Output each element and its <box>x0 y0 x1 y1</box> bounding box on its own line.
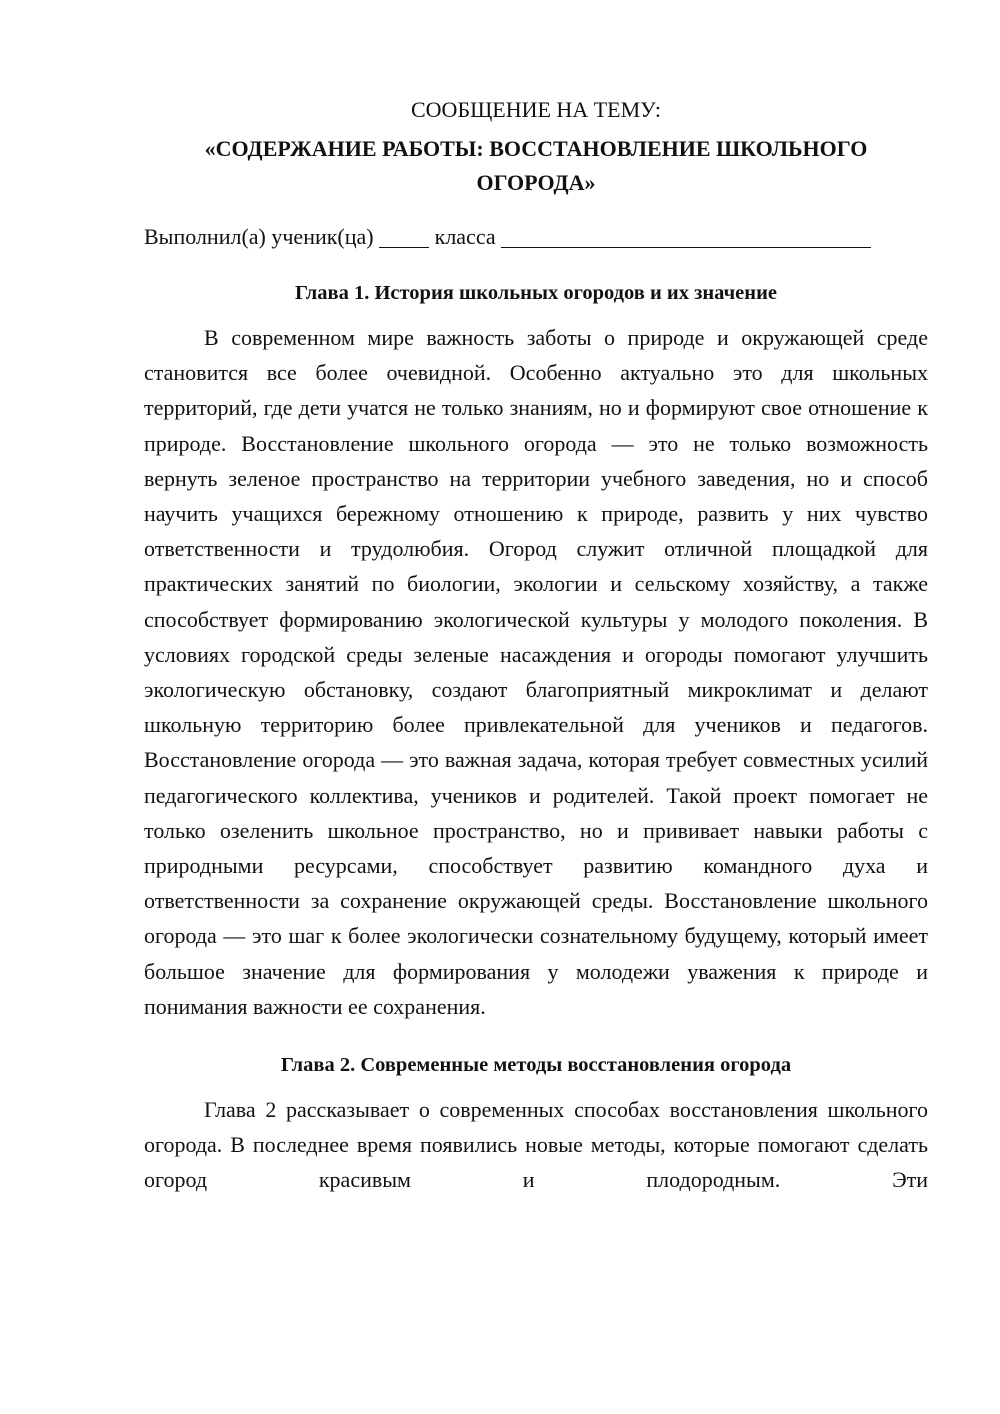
document-title: «СОДЕРЖАНИЕ РАБОТЫ: ВОССТАНОВЛЕНИЕ ШКОЛЬНОГО ОГОРОДА» <box>204 136 868 195</box>
chapter-2-title: Глава 2. Современные методы восстановления огорода <box>280 1054 792 1077</box>
class-label: класса <box>434 224 496 249</box>
chapter-1-title: Глава 1. История школьных огородов и их значение <box>295 282 777 304</box>
document-heading: СООБЩЕНИЕ НА ТЕМУ: <box>411 97 661 122</box>
chapter-1-paragraph: В современном мире важность заботы о природе и окружающей среде становится все более очевидной. Особенно актуально это для школьных территорий, где дети учатся не только знаниям, но и формируют свое отношение к природе. Восстановление школьного огорода — это не только возможность вернуть зеленое пространство на территории учебного заведения, но и способ научить учащихся бережному отношению к природе, развить у них чувство ответственности и трудолюбия. Огород служит отличной площадкой для практических занятий по биологии, экологии и сельскому хозяйству, а также способствует формированию экологической культуры у молодого поколения. В условиях городской среды зеленые насаждения и огороды помогают улучшить экологическую обстановку, создают благоприятный микроклимат и делают школьную территорию более привлекательной для учеников и педагогов. Восстановление огорода — это важная задача, которая требует совместных усилий педагогического коллектива, учеников и родителей. Такой проект помогает не только озеленить школьное пространство, но и прививает навыки работы с природными ресурсами, способствует развитию командного духа и ответственности за сохранение окружающей среды. Восстановление школьного огорода — это шаг к более экологически сознательному будущему, который имеет большое значение для формирования у молодежи уважения к природе и понимания важности ее сохранения. <box>144 325 928 1019</box>
class-number-blank <box>379 223 429 248</box>
student-name-blank <box>501 223 871 248</box>
document-content <box>144 92 928 1198</box>
student-label: Выполнил(а) ученик(ца) <box>144 224 374 249</box>
chapter-2-paragraph: Глава 2 рассказывает о современных способах восстановления школьного огорода. В последнее время появились новые методы, которые помогают сделать огород красивым и плодородным. Эти <box>144 1097 928 1193</box>
author-line <box>144 220 928 254</box>
